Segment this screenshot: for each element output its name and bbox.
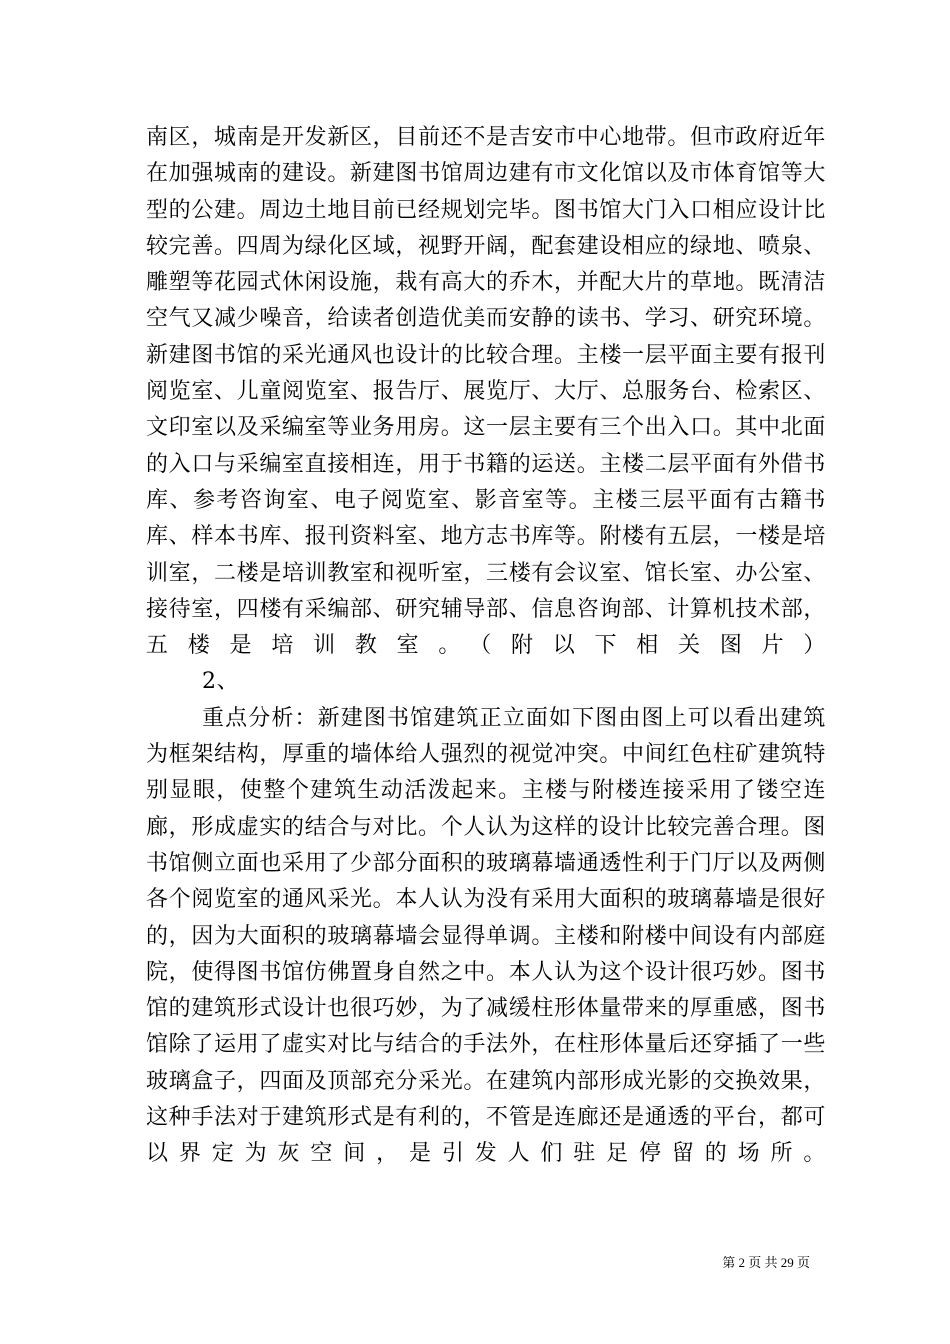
- body-text: [146, 120, 826, 1173]
- paragraph-site-description: 南区，城南是开发新区，目前还不是吉安市中心地带。但市政府近年在加强城南的建设。新建图书馆周边建有市文化馆以及市体育馆等大型的公建。周边土地目前已经规划完毕。图书馆大门入口相应设计比较完善。四周为绿化区域，视野开阔，配套建设相应的绿地、喷泉、雕塑等花园式休闲设施，栽有高大的乔木，并配大片的草地。既清洁空气又减少噪音，给读者创造优美而安静的读书、学习、研究环境。新建图书馆的采光通风也设计的比较合理。主楼一层平面主要有报刊阅览室、儿童阅览室、报告厅、展览厅、大厅、总服务台、检索区、文印室以及采编室等业务用房。这一层主要有三个出入口。其中北面的入口与采编室直接相连，用于书籍的运送。主楼二层平面有外借书库、参考咨询室、电子阅览室、影音室等。主楼三层平面有古籍书库、样本书库、报刊资料室、地方志书库等。附楼有五层，一楼是培训室，二楼是培训教室和视听室，三楼有会议室、馆长室、办公室、接待室，四楼有采编部、研究辅导部、信息咨询部、计算机技术部，五楼是培训教室。（附以下相关图片）: [146, 125, 826, 659]
- section-number: 2、: [202, 669, 240, 695]
- paragraph-key-analysis: 重点分析：新建图书馆建筑正立面如下图由图上可以看出建筑为框架结构，厚重的墙体给人强烈的视觉冲突。中间红色柱矿建筑特别显眼，使整个建筑生动活泼起来。主楼与附楼连接采用了镂空连廊，形成虚实的结合与对比。个人认为这样的设计比较完善合理。图书馆侧立面也采用了少部分面积的玻璃幕墙通透性利于门厅以及两侧各个阅览室的通风采光。本人认为没有采用大面积的玻璃幕墙是很好的，因为大面积的玻璃幕墙会显得单调。主楼和附楼中间设有内部庭院，使得图书馆仿佛置身自然之中。本人认为这个设计很巧妙。图书馆的建筑形式设计也很巧妙，为了减缓柱形体量带来的厚重感，图书馆除了运用了虚实对比与结合的手法外，在柱形体量后还穿插了一些玻璃盒子，四面及顶部充分采光。在建筑内部形成光影的交换效果，这种手法对于建筑形式是有利的，不管是连廊还是通透的平台，都可以界定为灰空间，是引发人们驻足停留的场所。: [146, 705, 826, 1167]
- page-footer: 第 2 页 共 29 页: [722, 1255, 810, 1270]
